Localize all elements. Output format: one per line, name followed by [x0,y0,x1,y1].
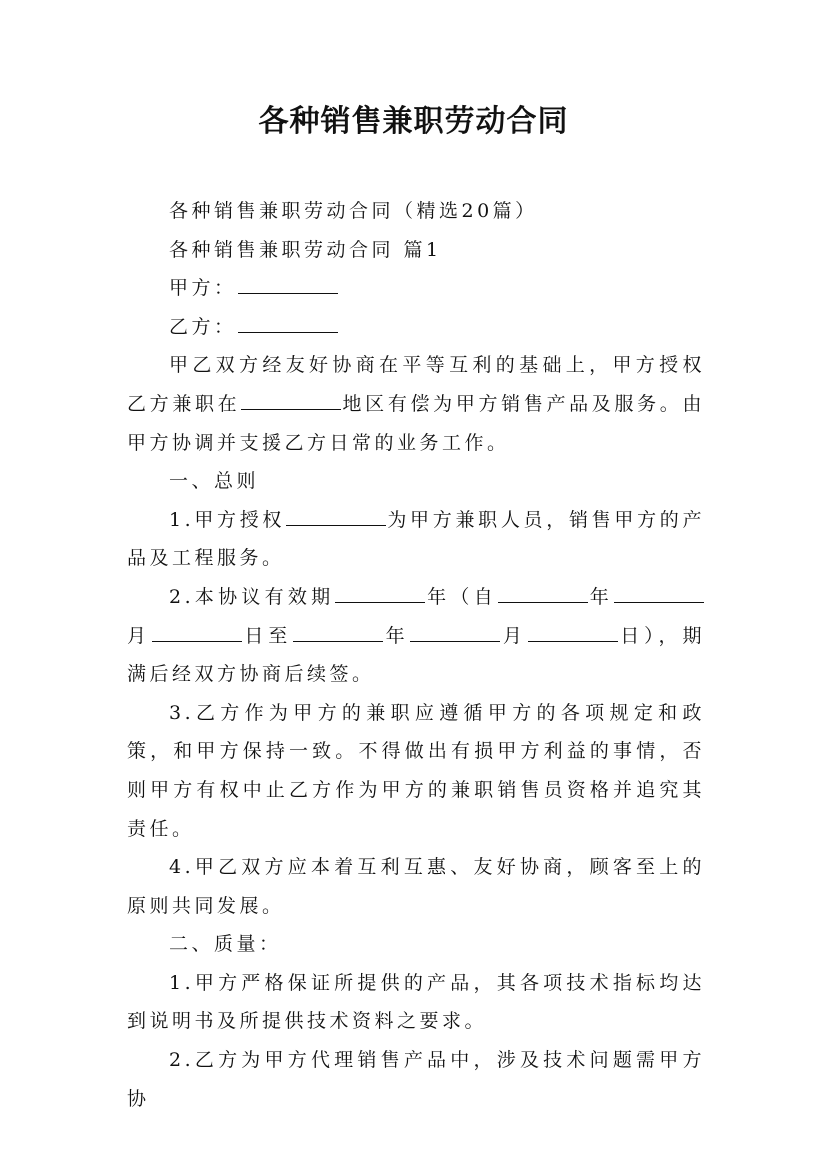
party-a-label: 甲方： [169,277,237,300]
authorized-person-blank [286,505,386,526]
g1-text-b: 为甲方兼职人员，销售甲方的产品及工程服务。 [127,508,705,570]
section-heading: 各种销售兼职劳动合同 篇1 [169,238,442,261]
heading-general: 一、总则 [169,470,260,493]
g2-year3-label: 年 [384,624,410,647]
general-clause-2 [127,578,705,694]
start-day-blank [152,621,242,642]
intro-text-1: 甲乙双方经友好协商在平等互利的基础上，甲方授权乙方兼职在 [127,354,705,415]
g2-year2-label: 年 [588,585,613,608]
g2-month2-label: 月 [501,624,527,647]
party-b-line [127,308,705,347]
document-title: 各种销售兼职劳动合同 [258,104,569,139]
start-month-blank [614,582,704,603]
g2-to-label: 日至 [242,624,293,647]
region-blank [241,389,341,410]
subtitle: 各种销售兼职劳动合同（精选20篇） [169,200,538,222]
general-clause-1 [127,501,705,578]
start-year-blank [498,582,588,603]
end-month-blank [410,621,500,642]
party-a-blank [238,273,338,294]
quality-clause-2: 2.乙方为甲方代理销售产品中，涉及技术问题需甲方协 [127,1049,705,1110]
general-clause-4: 4.甲乙双方应本着互利互惠、友好协商，顾客至上的原则共同发展。 [127,856,705,917]
g2-month-label: 月 [127,624,151,647]
document-body [127,192,705,1118]
g1-text-a: 1.甲方授权 [169,508,286,531]
end-day-blank [528,621,618,642]
party-a-line [127,269,705,308]
quality-clause-1: 1.甲方严格保证所提供的产品，其各项技术指标均达到说明书及所提供技术资料之要求。 [127,971,705,1033]
g2-day-end: 日），期满后经双方协商后续签。 [127,624,705,686]
intro-text-2: 地区有偿为甲方销售产品及服务。由甲方协调并支援乙方日常的业务工作。 [127,392,705,454]
party-b-blank [238,312,338,333]
party-b-label: 乙方： [169,315,237,338]
end-year-blank [293,621,383,642]
g2-year-label: 年（自 [426,585,497,608]
intro-paragraph [127,346,705,462]
term-years-blank [335,582,425,603]
general-clause-3: 3.乙方作为甲方的兼职应遵循甲方的各项规定和政策，和甲方保持一致。不得做出有损甲方利益的事情，否则甲方有权中止乙方作为甲方的兼职销售员资格并追究其责任。 [127,701,705,840]
heading-quality: 二、质量： [169,933,282,956]
g2-text-a: 2.本协议有效期 [169,585,335,608]
